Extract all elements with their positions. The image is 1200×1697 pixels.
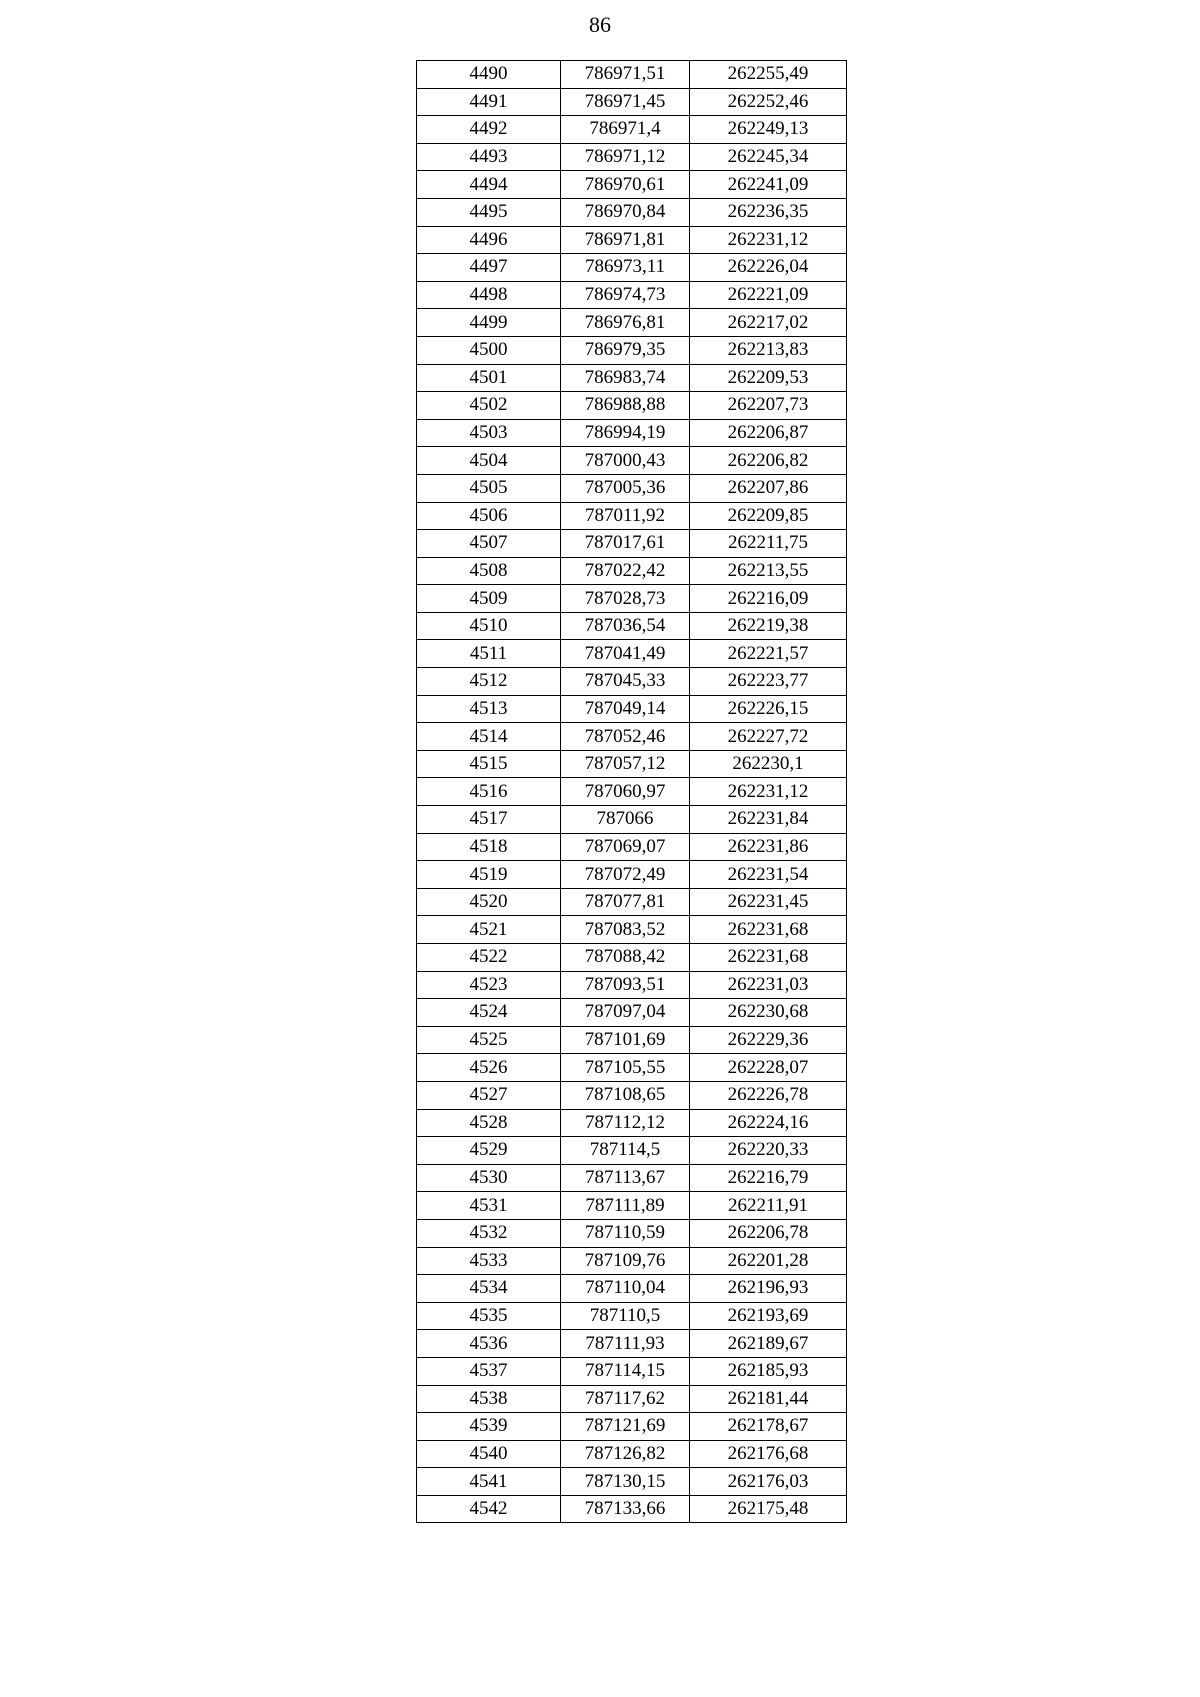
y-coordinate-cell: 262231,03 xyxy=(690,971,847,999)
point-number-cell: 4541 xyxy=(417,1468,561,1496)
point-number-cell: 4490 xyxy=(417,61,561,89)
x-coordinate-cell: 787060,97 xyxy=(561,778,690,806)
table-row xyxy=(417,1302,847,1330)
point-number-cell: 4531 xyxy=(417,1192,561,1220)
point-number-cell: 4503 xyxy=(417,419,561,447)
y-coordinate-cell: 262206,82 xyxy=(690,447,847,475)
x-coordinate-cell: 787052,46 xyxy=(561,723,690,751)
x-coordinate-cell: 787112,12 xyxy=(561,1109,690,1137)
table-row xyxy=(417,944,847,972)
y-coordinate-cell: 262209,85 xyxy=(690,502,847,530)
table-row xyxy=(417,1385,847,1413)
point-number-cell: 4519 xyxy=(417,861,561,889)
table-row xyxy=(417,612,847,640)
point-number-cell: 4542 xyxy=(417,1495,561,1523)
table-row xyxy=(417,1026,847,1054)
x-coordinate-cell: 787093,51 xyxy=(561,971,690,999)
y-coordinate-cell: 262219,38 xyxy=(690,612,847,640)
y-coordinate-cell: 262231,86 xyxy=(690,833,847,861)
y-coordinate-cell: 262231,84 xyxy=(690,806,847,834)
point-number-cell: 4491 xyxy=(417,88,561,116)
y-coordinate-cell: 262224,16 xyxy=(690,1109,847,1137)
x-coordinate-cell: 787072,49 xyxy=(561,861,690,889)
point-number-cell: 4524 xyxy=(417,999,561,1027)
point-number-cell: 4499 xyxy=(417,309,561,337)
coordinates-table-body xyxy=(417,61,847,1523)
table-row xyxy=(417,143,847,171)
point-number-cell: 4511 xyxy=(417,640,561,668)
table-row xyxy=(417,640,847,668)
table-row xyxy=(417,392,847,420)
point-number-cell: 4515 xyxy=(417,750,561,778)
table-row xyxy=(417,1468,847,1496)
y-coordinate-cell: 262229,36 xyxy=(690,1026,847,1054)
point-number-cell: 4496 xyxy=(417,226,561,254)
point-number-cell: 4532 xyxy=(417,1219,561,1247)
table-row xyxy=(417,364,847,392)
y-coordinate-cell: 262231,68 xyxy=(690,944,847,972)
point-number-cell: 4495 xyxy=(417,198,561,226)
point-number-cell: 4539 xyxy=(417,1413,561,1441)
point-number-cell: 4501 xyxy=(417,364,561,392)
x-coordinate-cell: 787110,04 xyxy=(561,1275,690,1303)
point-number-cell: 4537 xyxy=(417,1357,561,1385)
table-row xyxy=(417,281,847,309)
y-coordinate-cell: 262227,72 xyxy=(690,723,847,751)
y-coordinate-cell: 262189,67 xyxy=(690,1330,847,1358)
table-row xyxy=(417,1219,847,1247)
x-coordinate-cell: 786973,11 xyxy=(561,254,690,282)
y-coordinate-cell: 262252,46 xyxy=(690,88,847,116)
point-number-cell: 4493 xyxy=(417,143,561,171)
y-coordinate-cell: 262241,09 xyxy=(690,171,847,199)
y-coordinate-cell: 262216,79 xyxy=(690,1164,847,1192)
x-coordinate-cell: 787114,5 xyxy=(561,1137,690,1165)
table-row xyxy=(417,254,847,282)
y-coordinate-cell: 262220,33 xyxy=(690,1137,847,1165)
point-number-cell: 4514 xyxy=(417,723,561,751)
table-row xyxy=(417,1081,847,1109)
table-row xyxy=(417,861,847,889)
x-coordinate-cell: 787113,67 xyxy=(561,1164,690,1192)
point-number-cell: 4509 xyxy=(417,585,561,613)
x-coordinate-cell: 786971,51 xyxy=(561,61,690,89)
point-number-cell: 4510 xyxy=(417,612,561,640)
x-coordinate-cell: 787057,12 xyxy=(561,750,690,778)
x-coordinate-cell: 786979,35 xyxy=(561,336,690,364)
table-row xyxy=(417,1495,847,1523)
table-row xyxy=(417,88,847,116)
y-coordinate-cell: 262175,48 xyxy=(690,1495,847,1523)
table-row xyxy=(417,1054,847,1082)
y-coordinate-cell: 262226,78 xyxy=(690,1081,847,1109)
table-row xyxy=(417,1330,847,1358)
x-coordinate-cell: 786970,61 xyxy=(561,171,690,199)
point-number-cell: 4536 xyxy=(417,1330,561,1358)
point-number-cell: 4526 xyxy=(417,1054,561,1082)
point-number-cell: 4538 xyxy=(417,1385,561,1413)
y-coordinate-cell: 262209,53 xyxy=(690,364,847,392)
y-coordinate-cell: 262176,03 xyxy=(690,1468,847,1496)
table-row xyxy=(417,419,847,447)
table-row xyxy=(417,1413,847,1441)
x-coordinate-cell: 787121,69 xyxy=(561,1413,690,1441)
point-number-cell: 4527 xyxy=(417,1081,561,1109)
point-number-cell: 4506 xyxy=(417,502,561,530)
point-number-cell: 4520 xyxy=(417,888,561,916)
table-row xyxy=(417,474,847,502)
point-number-cell: 4540 xyxy=(417,1440,561,1468)
x-coordinate-cell: 787111,93 xyxy=(561,1330,690,1358)
table-row xyxy=(417,668,847,696)
x-coordinate-cell: 786976,81 xyxy=(561,309,690,337)
table-row xyxy=(417,1247,847,1275)
y-coordinate-cell: 262231,54 xyxy=(690,861,847,889)
x-coordinate-cell: 787130,15 xyxy=(561,1468,690,1496)
point-number-cell: 4507 xyxy=(417,530,561,558)
point-number-cell: 4502 xyxy=(417,392,561,420)
table-row xyxy=(417,198,847,226)
table-row xyxy=(417,695,847,723)
point-number-cell: 4494 xyxy=(417,171,561,199)
point-number-cell: 4517 xyxy=(417,806,561,834)
y-coordinate-cell: 262228,07 xyxy=(690,1054,847,1082)
y-coordinate-cell: 262206,78 xyxy=(690,1219,847,1247)
point-number-cell: 4521 xyxy=(417,916,561,944)
table-row xyxy=(417,226,847,254)
x-coordinate-cell: 787133,66 xyxy=(561,1495,690,1523)
point-number-cell: 4512 xyxy=(417,668,561,696)
y-coordinate-cell: 262217,02 xyxy=(690,309,847,337)
x-coordinate-cell: 787088,42 xyxy=(561,944,690,972)
x-coordinate-cell: 787069,07 xyxy=(561,833,690,861)
point-number-cell: 4497 xyxy=(417,254,561,282)
table-row xyxy=(417,888,847,916)
y-coordinate-cell: 262216,09 xyxy=(690,585,847,613)
x-coordinate-cell: 787126,82 xyxy=(561,1440,690,1468)
x-coordinate-cell: 786983,74 xyxy=(561,364,690,392)
point-number-cell: 4513 xyxy=(417,695,561,723)
page-number: 86 xyxy=(589,12,611,37)
x-coordinate-cell: 787110,5 xyxy=(561,1302,690,1330)
table-row xyxy=(417,806,847,834)
x-coordinate-cell: 787117,62 xyxy=(561,1385,690,1413)
y-coordinate-cell: 262211,91 xyxy=(690,1192,847,1220)
x-coordinate-cell: 787111,89 xyxy=(561,1192,690,1220)
y-coordinate-cell: 262221,09 xyxy=(690,281,847,309)
point-number-cell: 4522 xyxy=(417,944,561,972)
x-coordinate-cell: 786994,19 xyxy=(561,419,690,447)
y-coordinate-cell: 262230,1 xyxy=(690,750,847,778)
table-row xyxy=(417,585,847,613)
table-row xyxy=(417,833,847,861)
y-coordinate-cell: 262255,49 xyxy=(690,61,847,89)
table-row xyxy=(417,61,847,89)
table-row xyxy=(417,171,847,199)
y-coordinate-cell: 262221,57 xyxy=(690,640,847,668)
x-coordinate-cell: 786971,81 xyxy=(561,226,690,254)
table-row xyxy=(417,1137,847,1165)
x-coordinate-cell: 787017,61 xyxy=(561,530,690,558)
point-number-cell: 4508 xyxy=(417,557,561,585)
y-coordinate-cell: 262231,45 xyxy=(690,888,847,916)
table-row xyxy=(417,778,847,806)
x-coordinate-cell: 787045,33 xyxy=(561,668,690,696)
x-coordinate-cell: 787000,43 xyxy=(561,447,690,475)
x-coordinate-cell: 786974,73 xyxy=(561,281,690,309)
x-coordinate-cell: 786988,88 xyxy=(561,392,690,420)
table-row xyxy=(417,116,847,144)
point-number-cell: 4534 xyxy=(417,1275,561,1303)
y-coordinate-cell: 262236,35 xyxy=(690,198,847,226)
point-number-cell: 4535 xyxy=(417,1302,561,1330)
x-coordinate-cell: 787066 xyxy=(561,806,690,834)
y-coordinate-cell: 262226,15 xyxy=(690,695,847,723)
table-row xyxy=(417,447,847,475)
x-coordinate-cell: 787028,73 xyxy=(561,585,690,613)
table-row xyxy=(417,723,847,751)
point-number-cell: 4500 xyxy=(417,336,561,364)
x-coordinate-cell: 786971,4 xyxy=(561,116,690,144)
table-row xyxy=(417,502,847,530)
y-coordinate-cell: 262201,28 xyxy=(690,1247,847,1275)
point-number-cell: 4498 xyxy=(417,281,561,309)
point-number-cell: 4525 xyxy=(417,1026,561,1054)
x-coordinate-cell: 787077,81 xyxy=(561,888,690,916)
y-coordinate-cell: 262211,75 xyxy=(690,530,847,558)
point-number-cell: 4492 xyxy=(417,116,561,144)
y-coordinate-cell: 262193,69 xyxy=(690,1302,847,1330)
point-number-cell: 4504 xyxy=(417,447,561,475)
x-coordinate-cell: 786971,12 xyxy=(561,143,690,171)
x-coordinate-cell: 787097,04 xyxy=(561,999,690,1027)
table-row xyxy=(417,999,847,1027)
y-coordinate-cell: 262226,04 xyxy=(690,254,847,282)
x-coordinate-cell: 786970,84 xyxy=(561,198,690,226)
x-coordinate-cell: 787105,55 xyxy=(561,1054,690,1082)
point-number-cell: 4530 xyxy=(417,1164,561,1192)
x-coordinate-cell: 787041,49 xyxy=(561,640,690,668)
x-coordinate-cell: 787022,42 xyxy=(561,557,690,585)
x-coordinate-cell: 787101,69 xyxy=(561,1026,690,1054)
table-row xyxy=(417,971,847,999)
table-row xyxy=(417,557,847,585)
x-coordinate-cell: 787110,59 xyxy=(561,1219,690,1247)
y-coordinate-cell: 262178,67 xyxy=(690,1413,847,1441)
point-number-cell: 4516 xyxy=(417,778,561,806)
y-coordinate-cell: 262213,55 xyxy=(690,557,847,585)
x-coordinate-cell: 787036,54 xyxy=(561,612,690,640)
table-row xyxy=(417,1440,847,1468)
point-number-cell: 4505 xyxy=(417,474,561,502)
y-coordinate-cell: 262206,87 xyxy=(690,419,847,447)
x-coordinate-cell: 787049,14 xyxy=(561,695,690,723)
y-coordinate-cell: 262249,13 xyxy=(690,116,847,144)
table-row xyxy=(417,336,847,364)
table-row xyxy=(417,1357,847,1385)
table-row xyxy=(417,1275,847,1303)
table-row xyxy=(417,1109,847,1137)
point-number-cell: 4533 xyxy=(417,1247,561,1275)
y-coordinate-cell: 262185,93 xyxy=(690,1357,847,1385)
point-number-cell: 4518 xyxy=(417,833,561,861)
x-coordinate-cell: 787114,15 xyxy=(561,1357,690,1385)
table-row xyxy=(417,1164,847,1192)
y-coordinate-cell: 262231,68 xyxy=(690,916,847,944)
table-row xyxy=(417,530,847,558)
point-number-cell: 4523 xyxy=(417,971,561,999)
x-coordinate-cell: 787083,52 xyxy=(561,916,690,944)
y-coordinate-cell: 262181,44 xyxy=(690,1385,847,1413)
x-coordinate-cell: 787109,76 xyxy=(561,1247,690,1275)
point-number-cell: 4528 xyxy=(417,1109,561,1137)
table-row xyxy=(417,1192,847,1220)
table-row xyxy=(417,916,847,944)
table-row xyxy=(417,750,847,778)
table-row xyxy=(417,309,847,337)
x-coordinate-cell: 786971,45 xyxy=(561,88,690,116)
x-coordinate-cell: 787005,36 xyxy=(561,474,690,502)
y-coordinate-cell: 262223,77 xyxy=(690,668,847,696)
x-coordinate-cell: 787011,92 xyxy=(561,502,690,530)
y-coordinate-cell: 262231,12 xyxy=(690,226,847,254)
point-number-cell: 4529 xyxy=(417,1137,561,1165)
coordinates-table xyxy=(416,60,847,1523)
y-coordinate-cell: 262231,12 xyxy=(690,778,847,806)
y-coordinate-cell: 262213,83 xyxy=(690,336,847,364)
y-coordinate-cell: 262245,34 xyxy=(690,143,847,171)
y-coordinate-cell: 262176,68 xyxy=(690,1440,847,1468)
y-coordinate-cell: 262207,73 xyxy=(690,392,847,420)
x-coordinate-cell: 787108,65 xyxy=(561,1081,690,1109)
y-coordinate-cell: 262196,93 xyxy=(690,1275,847,1303)
y-coordinate-cell: 262230,68 xyxy=(690,999,847,1027)
y-coordinate-cell: 262207,86 xyxy=(690,474,847,502)
